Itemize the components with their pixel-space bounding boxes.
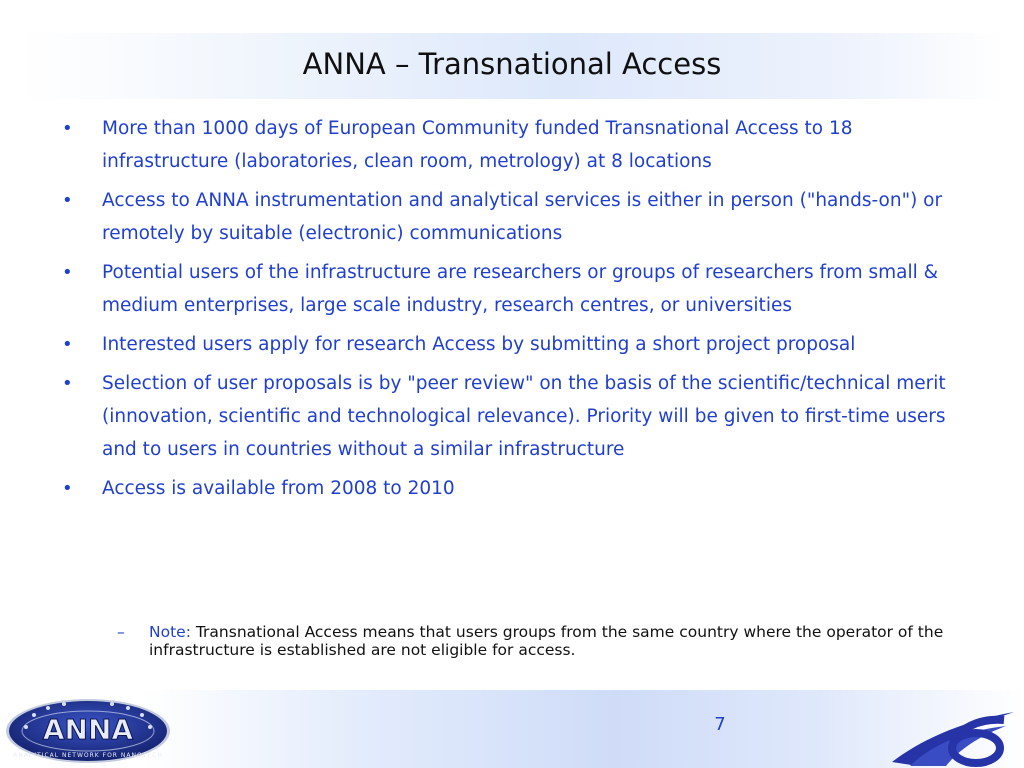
bullet-text: More than 1000 days of European Community funded Transnational Access to 18 infrastructure (laboratories, clean room, metrology) at 8 locations bbox=[102, 118, 853, 172]
bullet-dot-icon: • bbox=[62, 334, 73, 355]
bullet-text: Potential users of the infrastructure are researchers or groups of researchers from small & medium enterprises, large scale industry, research centres, or universities bbox=[102, 262, 939, 316]
bullet-item bbox=[60, 184, 960, 250]
bullet-text: Access to ANNA instrumentation and analytical services is either in person ("hands-on") or remotely by suitable (electronic) communications bbox=[102, 190, 943, 244]
bullet-text: Interested users apply for research Access by submitting a short project proposal bbox=[102, 334, 856, 355]
sub-bullet-dash: – bbox=[117, 623, 125, 641]
bullet-dot-icon: • bbox=[62, 118, 73, 139]
bullet-dot-icon: • bbox=[62, 262, 73, 283]
bullet-dot-icon: • bbox=[62, 373, 73, 394]
bullet-item bbox=[60, 472, 960, 505]
page-number: 7 bbox=[714, 714, 726, 735]
bullet-item bbox=[60, 367, 960, 466]
bullet-item bbox=[60, 328, 960, 361]
note-text: Transnational Access means that users groups from the same country where the operator of the infrastructure is established are not eligible for access. bbox=[149, 623, 944, 659]
fp6-logo-icon bbox=[888, 700, 1020, 768]
bullet-dot-icon: • bbox=[62, 190, 73, 211]
bullet-list bbox=[60, 112, 960, 511]
bullet-text: Access is available from 2008 to 2010 bbox=[102, 478, 455, 499]
bullet-text: Selection of user proposals is by "peer review" on the basis of the scientific/technical merit (innovation, scientific and technological relevance). Priority will be given to first-time users and to users in countries without a similar infrastructure bbox=[102, 373, 946, 460]
note-label: Note: bbox=[149, 623, 191, 641]
bullet-item bbox=[60, 256, 960, 322]
anna-logo-icon bbox=[4, 697, 172, 765]
bullet-dot-icon: • bbox=[62, 478, 73, 499]
note-body bbox=[117, 623, 977, 659]
svg-text:ANALYTICAL NETWORK FOR NANOTEC: ANALYTICAL NETWORK FOR NANOTECH bbox=[13, 752, 163, 759]
svg-text:ANNA: ANNA bbox=[42, 713, 134, 746]
slide-title: ANNA – Transnational Access bbox=[302, 47, 722, 81]
bullet-item bbox=[60, 112, 960, 178]
sub-bullet-note bbox=[117, 623, 977, 659]
